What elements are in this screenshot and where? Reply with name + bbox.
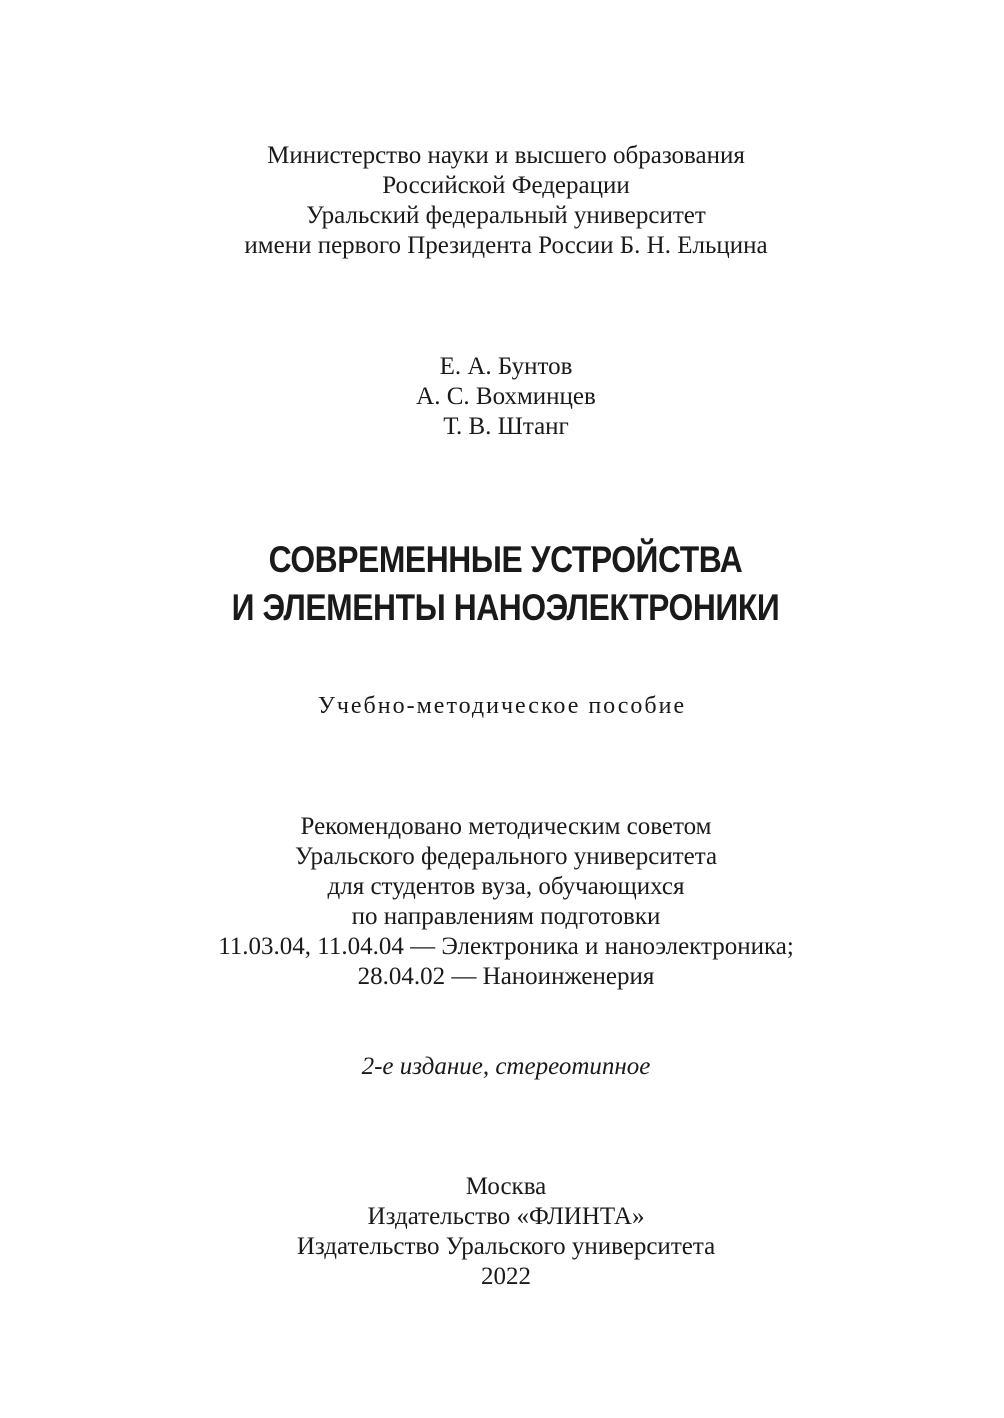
- edition-note: [0, 1052, 1004, 1082]
- publisher-block: [0, 1172, 1004, 1292]
- recommendation-line-2: Уральского федерального университета: [294, 843, 718, 870]
- author-1: Е. А. Бунтов: [439, 353, 573, 380]
- publication-year: 2022: [481, 1263, 531, 1290]
- institution-block: [0, 141, 1004, 261]
- institution-line-2: Российской Федерации: [382, 172, 630, 199]
- publisher-house-ural: Издательство Уральского университета: [296, 1233, 716, 1260]
- recommendation-line-5: 11.03.04, 11.04.04 — Электроника и наноэлектроника;: [218, 933, 794, 960]
- author-3: Т. В. Штанг: [443, 413, 569, 440]
- institution-line-4: имени первого Президента России Б. Н. Ельцина: [244, 232, 768, 259]
- recommendation-line-4: по направлениям подготовки: [351, 903, 661, 930]
- authors-block: [0, 352, 1004, 442]
- publisher-city: Москва: [465, 1173, 547, 1200]
- recommendation-line-6: 28.04.02 — Наноинженерия: [357, 963, 655, 990]
- recommendation-line-1: Рекомендовано методическим советом: [300, 813, 712, 840]
- institution-line-1: Министерство науки и высшего образования: [267, 142, 745, 169]
- book-title: [0, 536, 1004, 632]
- edition-text: 2-е издание, стереотипное: [361, 1053, 651, 1080]
- book-subtitle: [0, 691, 1004, 721]
- institution-line-3: Уральский федеральный университет: [306, 202, 706, 229]
- book-subtitle-text: Учебно-методическое пособие: [317, 693, 687, 719]
- publisher-house-flinta: Издательство «ФЛИНТА»: [367, 1203, 645, 1230]
- book-title-line-2: И ЭЛЕМЕНТЫ НАНОЭЛЕКТРОНИКИ: [231, 587, 780, 628]
- recommendation-line-3: для студентов вуза, обучающихся: [327, 873, 685, 900]
- book-title-line-1: СОВРЕМЕННЫЕ УСТРОЙСТВА: [268, 539, 743, 580]
- recommendation-block: [0, 812, 1004, 992]
- author-2: А. С. Вохминцев: [416, 383, 596, 410]
